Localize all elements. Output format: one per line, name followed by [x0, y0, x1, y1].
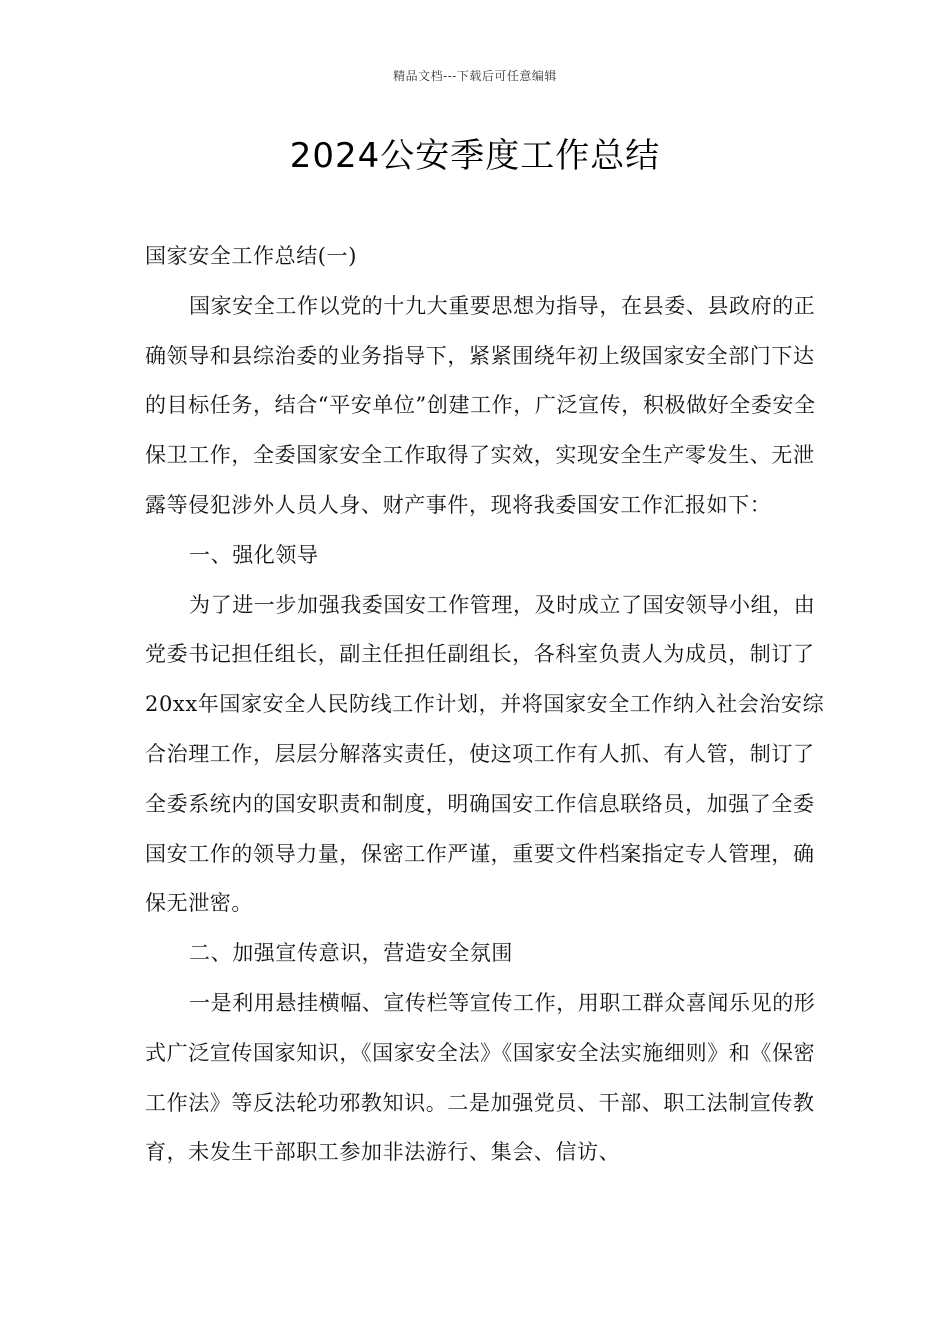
page-header: 精品文档---下载后可任意编辑	[393, 69, 557, 83]
section-heading: 国家安全工作总结(一)	[145, 244, 357, 268]
body-paragraph: 国家安全工作以党的十九大重要思想为指导，在县委、县政府的正确领导和县综治委的业务指导下，紧紧围绕年初上级国家安全部门下达的目标任务，结合“平安单位”创建工作，广泛宣传，积极做好全委安全保卫工作，全委国家安全工作取得了实效，实现安全生产零发生、无泄露等侵犯涉外人员人身、财产事件，现将我委国安工作汇报如下：	[145, 293, 816, 517]
body-paragraph: 为了进一步加强我委国安工作管理，及时成立了国安领导小组，由党委书记担任组长，副主任担任副组长，各科室负责人为成员，制订了20xx年国家安全人民防线工作计划，并将国家安全工作纳入社会治安综合治理工作，层层分解落实责任，使这项工作有人抓、有人管，制订了全委系统内的国安职责和制度，明确国安工作信息联络员，加强了全委国安工作的领导力量，保密工作严谨，重要文件档案指定专人管理，确保无泄密。	[145, 592, 825, 916]
document-title: 2024公安季度工作总结	[289, 136, 661, 176]
subheading-2: 二、加强宣传意识，营造安全氛围	[189, 941, 513, 966]
document-body	[145, 232, 825, 1178]
body-paragraph: 一是利用悬挂横幅、宣传栏等宣传工作，用职工群众喜闻乐见的形式广泛宣传国家知识，《国家安全法》《国家安全法实施细则》和《保密工作法》等反法轮功邪教知识。二是加强党员、干部、职工法制宣传教育，未发生干部职工参加非法游行、集会、信访、	[145, 990, 816, 1165]
subheading-1: 一、强化领导	[189, 542, 319, 567]
